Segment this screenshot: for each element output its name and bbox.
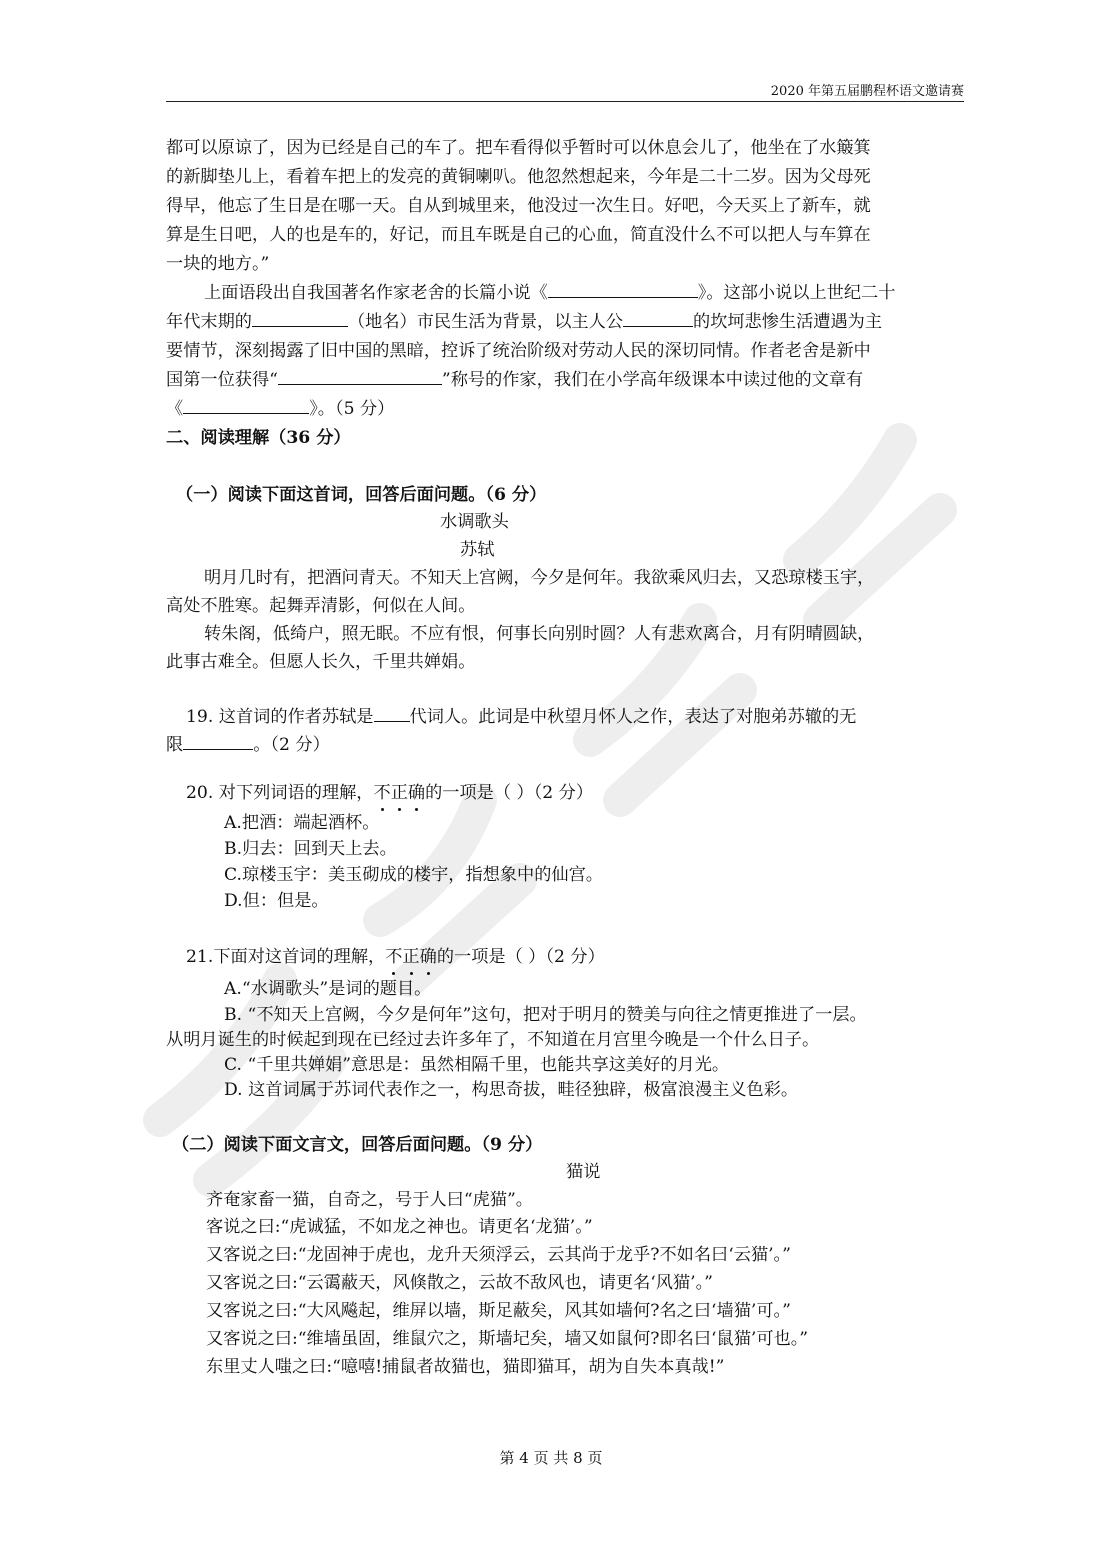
prose-line: 东里丈人嗤之曰:“噫嘻!捕鼠者故猫也，猫即猫耳，胡为自失本真哉!” <box>206 1357 725 1377</box>
fill-line: 国第一位获得“ ”称号的作家，我们在小学高年级课本中读过他的文章有 <box>166 370 864 390</box>
fill-line: 年代末期的 （地名）市民生活为背景，以主人公 的坎坷悲惨生活遭遇为主 <box>166 312 883 332</box>
emotion-blank[interactable] <box>183 733 253 750</box>
protagonist-blank[interactable] <box>623 310 693 327</box>
header-rule <box>166 101 964 102</box>
intro-line: 得早，他忘了生日是在哪一天。自从到城里来，他没过一次生日。好吧，今天买上了新车，就 <box>166 196 871 216</box>
option-b-cont: 从明月诞生的时候起到现在已经过去许多年了，不知道在月宫里今晚是一个什么日子。 <box>166 1030 820 1050</box>
option-a: A.把酒：端起酒杯。 <box>224 813 380 833</box>
question-21: 21.下面对这首词的理解，不正确的一项是（ ）（2 分） <box>186 947 605 967</box>
prose-line: 齐奄家畜一猫，自奇之，号于人曰“虎猫”。 <box>206 1190 533 1210</box>
fill-line: 《 》。（5 分） <box>166 399 395 419</box>
article-blank[interactable] <box>183 397 309 414</box>
emphasis-text: 不正确 <box>373 783 426 803</box>
option-c: C. “千里共婵娟”意思是：虽然相隔千里，也能共享这美好的月光。 <box>224 1055 730 1075</box>
prose-line: 又客说之曰:“维墙虽固，维鼠穴之，斯墙圮矣，墙又如鼠何?即名曰‘鼠猫’可也。” <box>206 1329 809 1349</box>
option-b: B. “不知天上宫阙，今夕是何年”这句，把对于明月的赞美与向往之情更推进了一层。 <box>224 1005 867 1025</box>
poem-line: 转朱阁，低绮户，照无眠。不应有恨，何事长向别时圆？人有悲欢离合，月有阴晴圆缺， <box>204 624 875 644</box>
option-d: D.但：但是。 <box>224 891 329 911</box>
question-19: 19. 这首词的作者苏轼是 代词人。此词是中秋望月怀人之作，表达了对胞弟苏辙的无 <box>186 707 857 727</box>
intro-line: 算是生日吧，人的也是车的，好记，而且车既是自己的心血，简直没什么不可以把人与车算在 <box>166 225 871 245</box>
fill-line: 上面语段出自我国著名作家老舍的长篇小说《 》。这部小说以上世纪二十 <box>204 283 896 303</box>
prose-line: 又客说之曰:“大风飚起，维屏以墙，斯足蔽矣，风其如墙何?名之曰‘墙猫’可。” <box>206 1301 791 1321</box>
poem-line: 高处不胜寒。起舞弄清影，何似在人间。 <box>166 596 476 616</box>
page-number: 第 4 页 共 8 页 <box>499 1449 603 1467</box>
question-20: 20. 对下列词语的理解，不正确的一项是（ ）（2 分） <box>186 783 594 803</box>
section-heading: 二、阅读理解（36 分） <box>166 428 351 448</box>
poem-line: 此事古难全。但愿人长久，千里共婵娟。 <box>166 652 476 672</box>
part-heading: （一）阅读下面这首词，回答后面问题。（6 分） <box>176 485 547 505</box>
prose-line: 又客说之曰:“云霭蔽天，风倏散之，云故不敌风也，请更名‘风猫’。” <box>206 1273 713 1293</box>
place-blank[interactable] <box>252 310 348 327</box>
poem-title: 水调歌头 <box>440 512 509 532</box>
option-c: C.琼楼玉宇：美玉砌成的楼宇，指想象中的仙宫。 <box>224 865 603 885</box>
dynasty-blank[interactable] <box>374 705 410 722</box>
question-19-cont: 限 。（2 分） <box>166 735 330 755</box>
prose-line: 又客说之曰:“龙固神于虎也，龙升天须浮云，云其尚于龙乎?不如名曰‘云猫’。” <box>206 1245 791 1265</box>
emphasis-text: 不正确 <box>385 947 437 967</box>
intro-line: 都可以原谅了，因为已经是自己的车了。把车看得似乎暂时可以休息会儿了，他坐在了水簸箕 <box>166 138 871 158</box>
option-d: D. 这首词属于苏词代表作之一，构思奇拔，畦径独辟，极富浪漫主义色彩。 <box>224 1080 799 1100</box>
poem-line: 明月几时有，把酒问青天。不知天上宫阙，今夕是何年。我欲乘风归去，又恐琼楼玉宇， <box>204 568 875 588</box>
poem-author: 苏轼 <box>460 540 495 560</box>
page-header: 2020 年第五届鹏程杯语文邀请赛 <box>770 84 964 99</box>
option-a: A.“水调歌头”是词的题目。 <box>224 979 432 999</box>
prose-line: 客说之曰:“虎诚猛，不如龙之神也。请更名‘龙猫’。” <box>206 1217 593 1237</box>
novel-title-blank[interactable] <box>548 281 698 298</box>
option-b: B.归去：回到天上去。 <box>224 839 397 859</box>
fill-line: 要情节，深刻揭露了旧中国的黑暗，控诉了统治阶级对劳动人民的深切同情。作者老舍是新中 <box>166 341 871 361</box>
part-heading: （二）阅读下面文言文，回答后面问题。（9 分） <box>172 1135 543 1155</box>
honor-title-blank[interactable] <box>278 368 442 385</box>
prose-title: 猫说 <box>566 1162 601 1182</box>
intro-line: 的新脚垫儿上，看着车把上的发亮的黄铜喇叭。他忽然想起来，今年是二十二岁。因为父母死 <box>166 167 871 187</box>
intro-line: 一块的地方。” <box>166 254 270 274</box>
